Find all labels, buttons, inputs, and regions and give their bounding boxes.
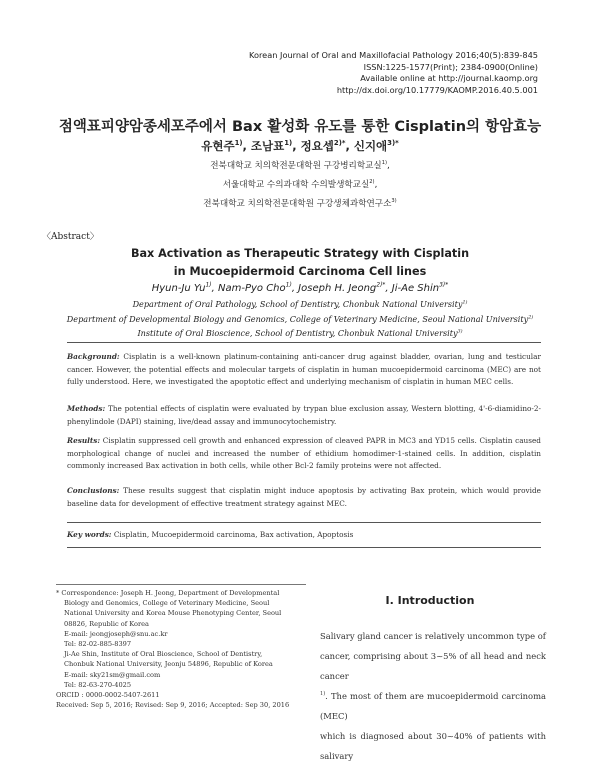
correspondence-email: E-mail: sky21sm@gmail.com xyxy=(64,670,161,679)
english-affiliation: Department of Developmental Biology and Genomics, College of Veterinary Medicine, Seoul National University$^{2)}$ xyxy=(66,313,534,324)
introduction-heading: Ⅰ. Introduction xyxy=(385,594,475,607)
keywords-top-rule xyxy=(67,522,541,523)
english-affiliation: Department of Oral Pathology, School of Dentistry, Chonbuk National University$^{1)}$ xyxy=(132,299,468,309)
korean-affiliation: 전북대학교 치의학전문대학원 구강병리학교실$^{1)}$, xyxy=(210,160,390,171)
methods-label: Methods: xyxy=(67,404,106,413)
journal-issn: ISSN:1225-1577(Print); 2384-0900(Online) xyxy=(363,61,538,72)
korean-title: 점액표피양암종세포주에서 Bax 활성화 유도를 통한 Cisplatin의 항암효능 xyxy=(58,119,542,135)
english-author: Nam-Pyo Cho$^{1)}$ xyxy=(217,281,292,294)
korean-author: 조남표$^{1)}$ xyxy=(250,139,293,153)
received-dates: Received: Sep 5, 2016; Revised: Sep 9, 2016; Accepted: Sep 30, 2016 xyxy=(56,701,290,710)
correspondence-line: Biology and Genomics, College of Veterinary Medicine, Seoul xyxy=(64,599,270,608)
english-title-line2: in Mucoepidermoid Carcinoma Cell lines xyxy=(173,265,427,278)
keywords-text: Cisplatin, Mucoepidermoid carcinoma, Bax activation, Apoptosis xyxy=(113,530,354,539)
correspondence-email: E-mail: jeongjoseph@snu.ac.kr xyxy=(64,629,168,638)
korean-author: 신지애$^{3)*}$ xyxy=(353,139,399,153)
correspondence-line: 08826, Republic of Korea xyxy=(64,619,149,628)
abstract-conclusions xyxy=(67,485,541,510)
introduction-line: $^{1)}$. The most of them are mucoepidermoid carcinoma (MEC) xyxy=(320,691,546,721)
abstract-methods xyxy=(67,403,541,428)
english-author: Joseph H. Jeong$^{2)*}$ xyxy=(298,281,386,294)
conclusions-text: These results suggest that cisplatin might induce apoptosis by activating Bax protein, which would provide baseline data for development of effective treatment strategy against MEC. xyxy=(67,486,541,508)
abstract-label: 〈Abstract〉 xyxy=(42,232,99,242)
abstract-top-rule xyxy=(67,342,541,343)
correspondence-line: National University and Korea Mouse Phenotyping Center, Seoul xyxy=(64,609,282,618)
correspondence-tel: Tel: 82-63-270-4025 xyxy=(64,680,132,689)
english-affiliation: Institute of Oral Bioscience, School of Dentistry, Chonbuk National University$^{3)}$ xyxy=(137,328,463,338)
korean-affiliation: 전북대학교 치의학전문대학원 구강생체과학연구소$^{3)}$ xyxy=(203,198,397,209)
background-label: Background: xyxy=(67,352,120,361)
journal-doi: http://dx.doi.org/10.17779/KAOMP.2016.40.5.001 xyxy=(336,84,538,95)
keywords-bottom-rule xyxy=(67,547,541,548)
background-text: Cisplatin is a well-known platinum-containing anti-cancer drug against bladder, ovarian, lung and testicular cancer. However, the potential effects and molecular targets of cisplatin in human mucoepidermoid carcinoma (MEC) are not fully understood. Here, we investigated the apoptotic effect and underlying mechanism of cisplatin in human MEC cells. xyxy=(67,352,541,387)
abstract-results xyxy=(67,435,541,473)
english-affiliations xyxy=(0,297,600,341)
english-author: Ji-Ae Shin$^{3)*}$ xyxy=(391,281,449,294)
english-title-line1: Bax Activation as Therapeutic Strategy with Cisplatin xyxy=(130,247,470,260)
correspondence-line: * Correspondence: Joseph H. Jeong, Department of Developmental xyxy=(56,589,280,597)
introduction-line: Salivary gland cancer is relatively uncommon type of xyxy=(320,631,546,641)
journal-citation: Korean Journal of Oral and Maxillofacial Pathology 2016;40(5):839-845 xyxy=(249,50,538,60)
correspondence-line: Chonbuk National University, Jeonju 54896, Republic of Korea xyxy=(64,660,273,669)
english-authors: Hyun-Ju Yu$^{1)}$, Nam-Pyo Cho$^{1)}$, Joseph H. Jeong$^{2)*}$, Ji-Ae Shin$^{3)*}$ xyxy=(151,281,449,294)
results-text: Cisplatin suppressed cell growth and enhanced expression of cleaved PAPR in MC3 and YD15 cells. Cisplatin caused morphological change of nuclei and increased the number of ethidium homodimer-1-stained cells. In addition, cisplatin commonly increased Bax activation in both cells, while other Bcl-2 family proteins were not affected. xyxy=(67,436,541,471)
methods-text: The potential effects of cisplatin were evaluated by trypan blue exclusion assay, Western blotting, 4'-6-diamidino-2-phenylindole (DAPI) staining, live/dead assay and immunocytochemistry. xyxy=(67,404,541,426)
correspondence-top-rule xyxy=(56,584,306,585)
korean-authors: 유현주$^{1)}$, 조남표$^{1)}$, 정요셉$^{2)*}$, 신지애$^{3)*}$ xyxy=(201,139,399,153)
correspondence-block xyxy=(56,588,306,710)
introduction-line: which is diagnosed about 30~40% of patients with salivary xyxy=(320,731,546,761)
introduction-text xyxy=(320,626,546,766)
orcid: ORCID : 0000-0002-5407-2611 xyxy=(56,691,160,700)
korean-author: 정요셉$^{2)*}$ xyxy=(300,139,346,153)
journal-available: Available online at http://journal.kaomp.org xyxy=(360,73,538,83)
abstract-background xyxy=(67,351,541,389)
correspondence-line: Ji-Ae Shin, Institute of Oral Bioscience, School of Dentistry, xyxy=(64,650,263,659)
english-author: Hyun-Ju Yu$^{1)}$ xyxy=(151,281,212,294)
keywords xyxy=(67,529,541,542)
korean-affiliation: 서울대학교 수의과대학 수의발생학교실$^{2)}$, xyxy=(222,179,378,190)
journal-header xyxy=(249,50,538,96)
korean-affiliations xyxy=(0,157,600,214)
correspondence-tel: Tel: 82-02-885-8397 xyxy=(64,640,132,649)
english-title xyxy=(0,245,600,281)
introduction-line: cancer, comprising about 3~5% of all head and neck cancer xyxy=(320,651,546,681)
keywords-label: Key words: xyxy=(67,530,112,539)
results-label: Results: xyxy=(67,436,101,445)
conclusions-label: Conclusions: xyxy=(67,486,120,495)
korean-author: 유현주$^{1)}$ xyxy=(201,139,243,153)
